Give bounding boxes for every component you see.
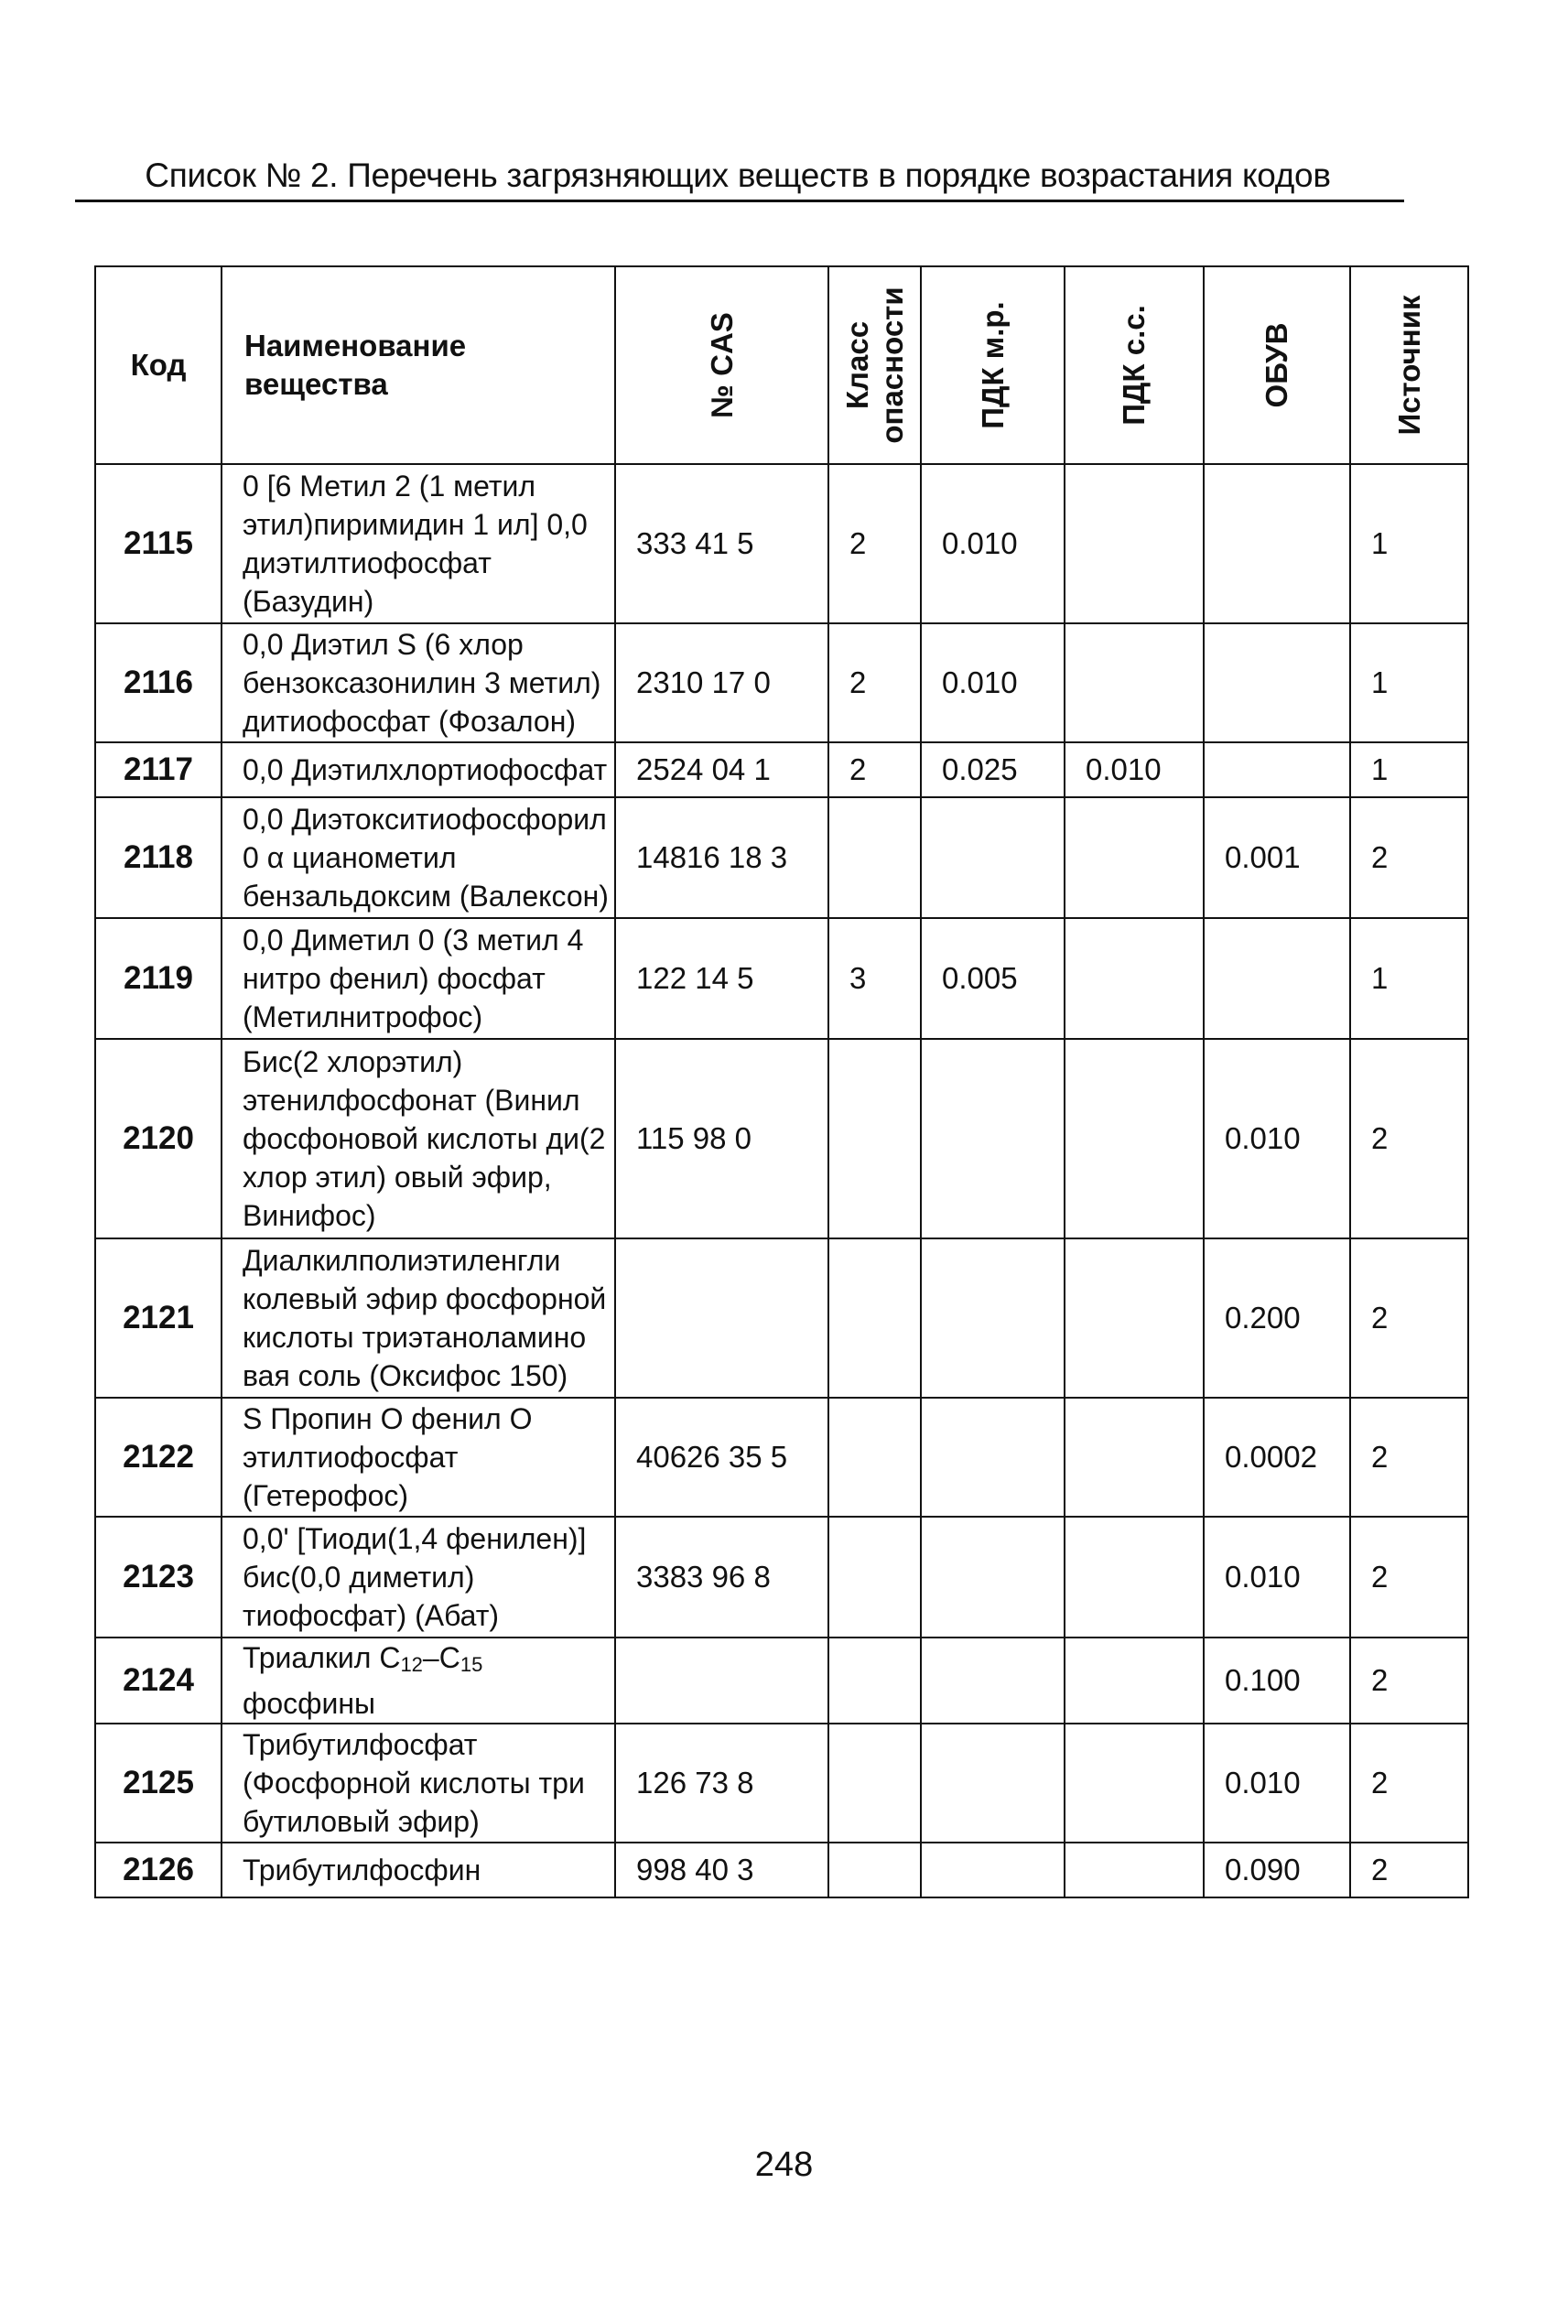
cell-pdk-ss bbox=[1065, 918, 1204, 1039]
cell-pdk-ss bbox=[1065, 1238, 1204, 1398]
column-header-pdk-mr-label: ПДК м.р. bbox=[975, 301, 1010, 429]
name-suffix: фосфины bbox=[243, 1687, 375, 1720]
cell-source: 2 bbox=[1350, 1724, 1468, 1843]
cell-code: 2126 bbox=[95, 1843, 222, 1897]
cell-name: Диалкилполиэтиленгли колевый эфир фосфорной кислоты триэтаноламино вая соль (Оксифос 150) bbox=[222, 1238, 615, 1398]
cell-code: 2120 bbox=[95, 1039, 222, 1238]
cell-cas: 122 14 5 bbox=[615, 918, 828, 1039]
cell-hazard-class: 2 bbox=[828, 464, 921, 623]
table-header-row bbox=[95, 266, 1468, 464]
cell-hazard-class bbox=[828, 1039, 921, 1238]
cell-name: 0 [6 Метил 2 (1 метил этил)пиримидин 1 ил] 0,0 диэтилтиофосфат (Базудин) bbox=[222, 464, 615, 623]
cell-pdk-ss bbox=[1065, 1039, 1204, 1238]
cell-pdk-ss bbox=[1065, 1843, 1204, 1897]
cell-hazard-class bbox=[828, 1398, 921, 1517]
table-row bbox=[95, 1843, 1468, 1897]
page-number: 248 bbox=[754, 2146, 814, 2184]
column-header-hazard-class bbox=[828, 266, 921, 464]
cell-hazard-class bbox=[828, 1517, 921, 1638]
cell-pdk-mr bbox=[921, 1517, 1065, 1638]
cell-obuv: 0.001 bbox=[1204, 797, 1350, 918]
cell-code: 2122 bbox=[95, 1398, 222, 1517]
cell-name: Бис(2 хлорэтил) этенилфосфонат (Винил фосфоновой кислоты ди(2 хлор этил) овый эфир, Винифос) bbox=[222, 1039, 615, 1238]
cell-source: 2 bbox=[1350, 1843, 1468, 1897]
cell-hazard-class bbox=[828, 1638, 921, 1724]
cell-cas: 126 73 8 bbox=[615, 1724, 828, 1843]
cell-source: 2 bbox=[1350, 1039, 1468, 1238]
cell-code: 2121 bbox=[95, 1238, 222, 1398]
cell-name: 0,0 Диэтокситиофосфорил 0 α цианометил бензальдоксим (Валексон) bbox=[222, 797, 615, 918]
cell-pdk-mr: 0.010 bbox=[921, 464, 1065, 623]
column-header-obuv-label: ОБУВ bbox=[1260, 322, 1293, 408]
cell-pdk-mr bbox=[921, 1843, 1065, 1897]
cell-code: 2119 bbox=[95, 918, 222, 1039]
cell-cas: 3383 96 8 bbox=[615, 1517, 828, 1638]
cell-code: 2125 bbox=[95, 1724, 222, 1843]
table-row bbox=[95, 742, 1468, 797]
cell-obuv: 0.090 bbox=[1204, 1843, 1350, 1897]
cell-code: 2123 bbox=[95, 1517, 222, 1638]
cell-name: 0,0 Диэтил S (6 хлор бензоксазонилин 3 метил) дитиофосфат (Фозалон) bbox=[222, 623, 615, 742]
cell-source: 2 bbox=[1350, 797, 1468, 918]
page-header-title: Список № 2. Перечень загрязняющих веществ в порядке возрастания кодов bbox=[145, 157, 1331, 194]
cell-hazard-class bbox=[828, 1238, 921, 1398]
cell-cas bbox=[615, 1238, 828, 1398]
cell-name: 0,0' [Тиоди(1,4 фенилен)] бис(0,0 диметил) тиофосфат) (Абат) bbox=[222, 1517, 615, 1638]
cell-hazard-class: 2 bbox=[828, 742, 921, 797]
cell-cas: 998 40 3 bbox=[615, 1843, 828, 1897]
cell-pdk-ss bbox=[1065, 464, 1204, 623]
cell-code: 2117 bbox=[95, 742, 222, 797]
table-row bbox=[95, 797, 1468, 918]
cell-pdk-mr: 0.005 bbox=[921, 918, 1065, 1039]
cell-code: 2115 bbox=[95, 464, 222, 623]
header-divider bbox=[75, 200, 1404, 202]
cell-pdk-ss bbox=[1065, 1517, 1204, 1638]
cell-pdk-ss: 0.010 bbox=[1065, 742, 1204, 797]
cell-source: 1 bbox=[1350, 918, 1468, 1039]
cell-pdk-ss bbox=[1065, 1638, 1204, 1724]
cell-obuv: 0.010 bbox=[1204, 1039, 1350, 1238]
cell-name: Трибутилфосфин bbox=[222, 1843, 615, 1897]
cell-name: S Пропин O фенил O этилтиофосфат (Гетерофос) bbox=[222, 1398, 615, 1517]
column-header-pdk-mr bbox=[921, 266, 1065, 464]
cell-pdk-mr bbox=[921, 1238, 1065, 1398]
cell-name bbox=[222, 1638, 615, 1724]
column-header-obuv bbox=[1204, 266, 1350, 464]
name-subscript-1: 12 bbox=[400, 1653, 423, 1676]
cell-source: 1 bbox=[1350, 742, 1468, 797]
column-header-hazard-class-line1: Класс bbox=[839, 320, 874, 410]
cell-obuv: 0.010 bbox=[1204, 1517, 1350, 1638]
cell-cas: 2524 04 1 bbox=[615, 742, 828, 797]
table-row bbox=[95, 1724, 1468, 1843]
cell-obuv bbox=[1204, 918, 1350, 1039]
cell-cas: 333 41 5 bbox=[615, 464, 828, 623]
cell-obuv bbox=[1204, 464, 1350, 623]
cell-source: 2 bbox=[1350, 1398, 1468, 1517]
cell-obuv: 0.100 bbox=[1204, 1638, 1350, 1724]
column-header-source bbox=[1350, 266, 1468, 464]
cell-source: 2 bbox=[1350, 1238, 1468, 1398]
cell-obuv bbox=[1204, 623, 1350, 742]
cell-pdk-mr: 0.010 bbox=[921, 623, 1065, 742]
cell-obuv bbox=[1204, 742, 1350, 797]
column-header-pdk-ss bbox=[1065, 266, 1204, 464]
column-header-cas-label: № CAS bbox=[704, 312, 739, 418]
cell-cas: 115 98 0 bbox=[615, 1039, 828, 1238]
cell-pdk-mr bbox=[921, 1724, 1065, 1843]
cell-name: 0,0 Диметил 0 (3 метил 4 нитро фенил) фосфат (Метилнитрофос) bbox=[222, 918, 615, 1039]
cell-code: 2116 bbox=[95, 623, 222, 742]
table-row bbox=[95, 1238, 1468, 1398]
name-subscript-2: 15 bbox=[460, 1653, 483, 1676]
cell-hazard-class: 2 bbox=[828, 623, 921, 742]
cell-source: 2 bbox=[1350, 1638, 1468, 1724]
cell-hazard-class bbox=[828, 1724, 921, 1843]
cell-cas bbox=[615, 1638, 828, 1724]
cell-pdk-mr bbox=[921, 1638, 1065, 1724]
table-row bbox=[95, 1517, 1468, 1638]
cell-source: 2 bbox=[1350, 1517, 1468, 1638]
table-row bbox=[95, 1638, 1468, 1724]
cell-obuv: 0.200 bbox=[1204, 1238, 1350, 1398]
cell-pdk-ss bbox=[1065, 623, 1204, 742]
table-row bbox=[95, 1398, 1468, 1517]
column-header-hazard-class-line2: опасности bbox=[874, 286, 909, 444]
cell-cas: 14816 18 3 bbox=[615, 797, 828, 918]
column-header-name: Наименование вещества bbox=[222, 266, 615, 464]
table-row bbox=[95, 464, 1468, 623]
table-row bbox=[95, 623, 1468, 742]
cell-cas: 2310 17 0 bbox=[615, 623, 828, 742]
cell-pdk-ss bbox=[1065, 1398, 1204, 1517]
cell-cas: 40626 35 5 bbox=[615, 1398, 828, 1517]
cell-obuv: 0.0002 bbox=[1204, 1398, 1350, 1517]
cell-pdk-ss bbox=[1065, 1724, 1204, 1843]
cell-pdk-mr bbox=[921, 797, 1065, 918]
cell-pdk-mr bbox=[921, 1398, 1065, 1517]
name-prefix: Триалкил C bbox=[243, 1641, 401, 1674]
column-header-hazard-class-label bbox=[840, 286, 910, 443]
cell-hazard-class: 3 bbox=[828, 918, 921, 1039]
cell-obuv: 0.010 bbox=[1204, 1724, 1350, 1843]
cell-source: 1 bbox=[1350, 464, 1468, 623]
substances-table bbox=[94, 265, 1469, 1898]
column-header-source-label: Источник bbox=[1391, 295, 1426, 436]
cell-pdk-mr: 0.025 bbox=[921, 742, 1065, 797]
column-header-pdk-ss-label: ПДК с.с. bbox=[1117, 305, 1151, 426]
table-row bbox=[95, 918, 1468, 1039]
cell-hazard-class bbox=[828, 797, 921, 918]
cell-pdk-mr bbox=[921, 1039, 1065, 1238]
column-header-code: Код bbox=[95, 266, 222, 464]
name-middle: –C bbox=[422, 1641, 460, 1674]
cell-pdk-ss bbox=[1065, 797, 1204, 918]
cell-code: 2124 bbox=[95, 1638, 222, 1724]
cell-name: Трибутилфосфат (Фосфорной кислоты три бутиловый эфир) bbox=[222, 1724, 615, 1843]
cell-name: 0,0 Диэтилхлортиофосфат bbox=[222, 742, 615, 797]
cell-code: 2118 bbox=[95, 797, 222, 918]
cell-hazard-class bbox=[828, 1843, 921, 1897]
column-header-cas bbox=[615, 266, 828, 464]
cell-source: 1 bbox=[1350, 623, 1468, 742]
table-row bbox=[95, 1039, 1468, 1238]
